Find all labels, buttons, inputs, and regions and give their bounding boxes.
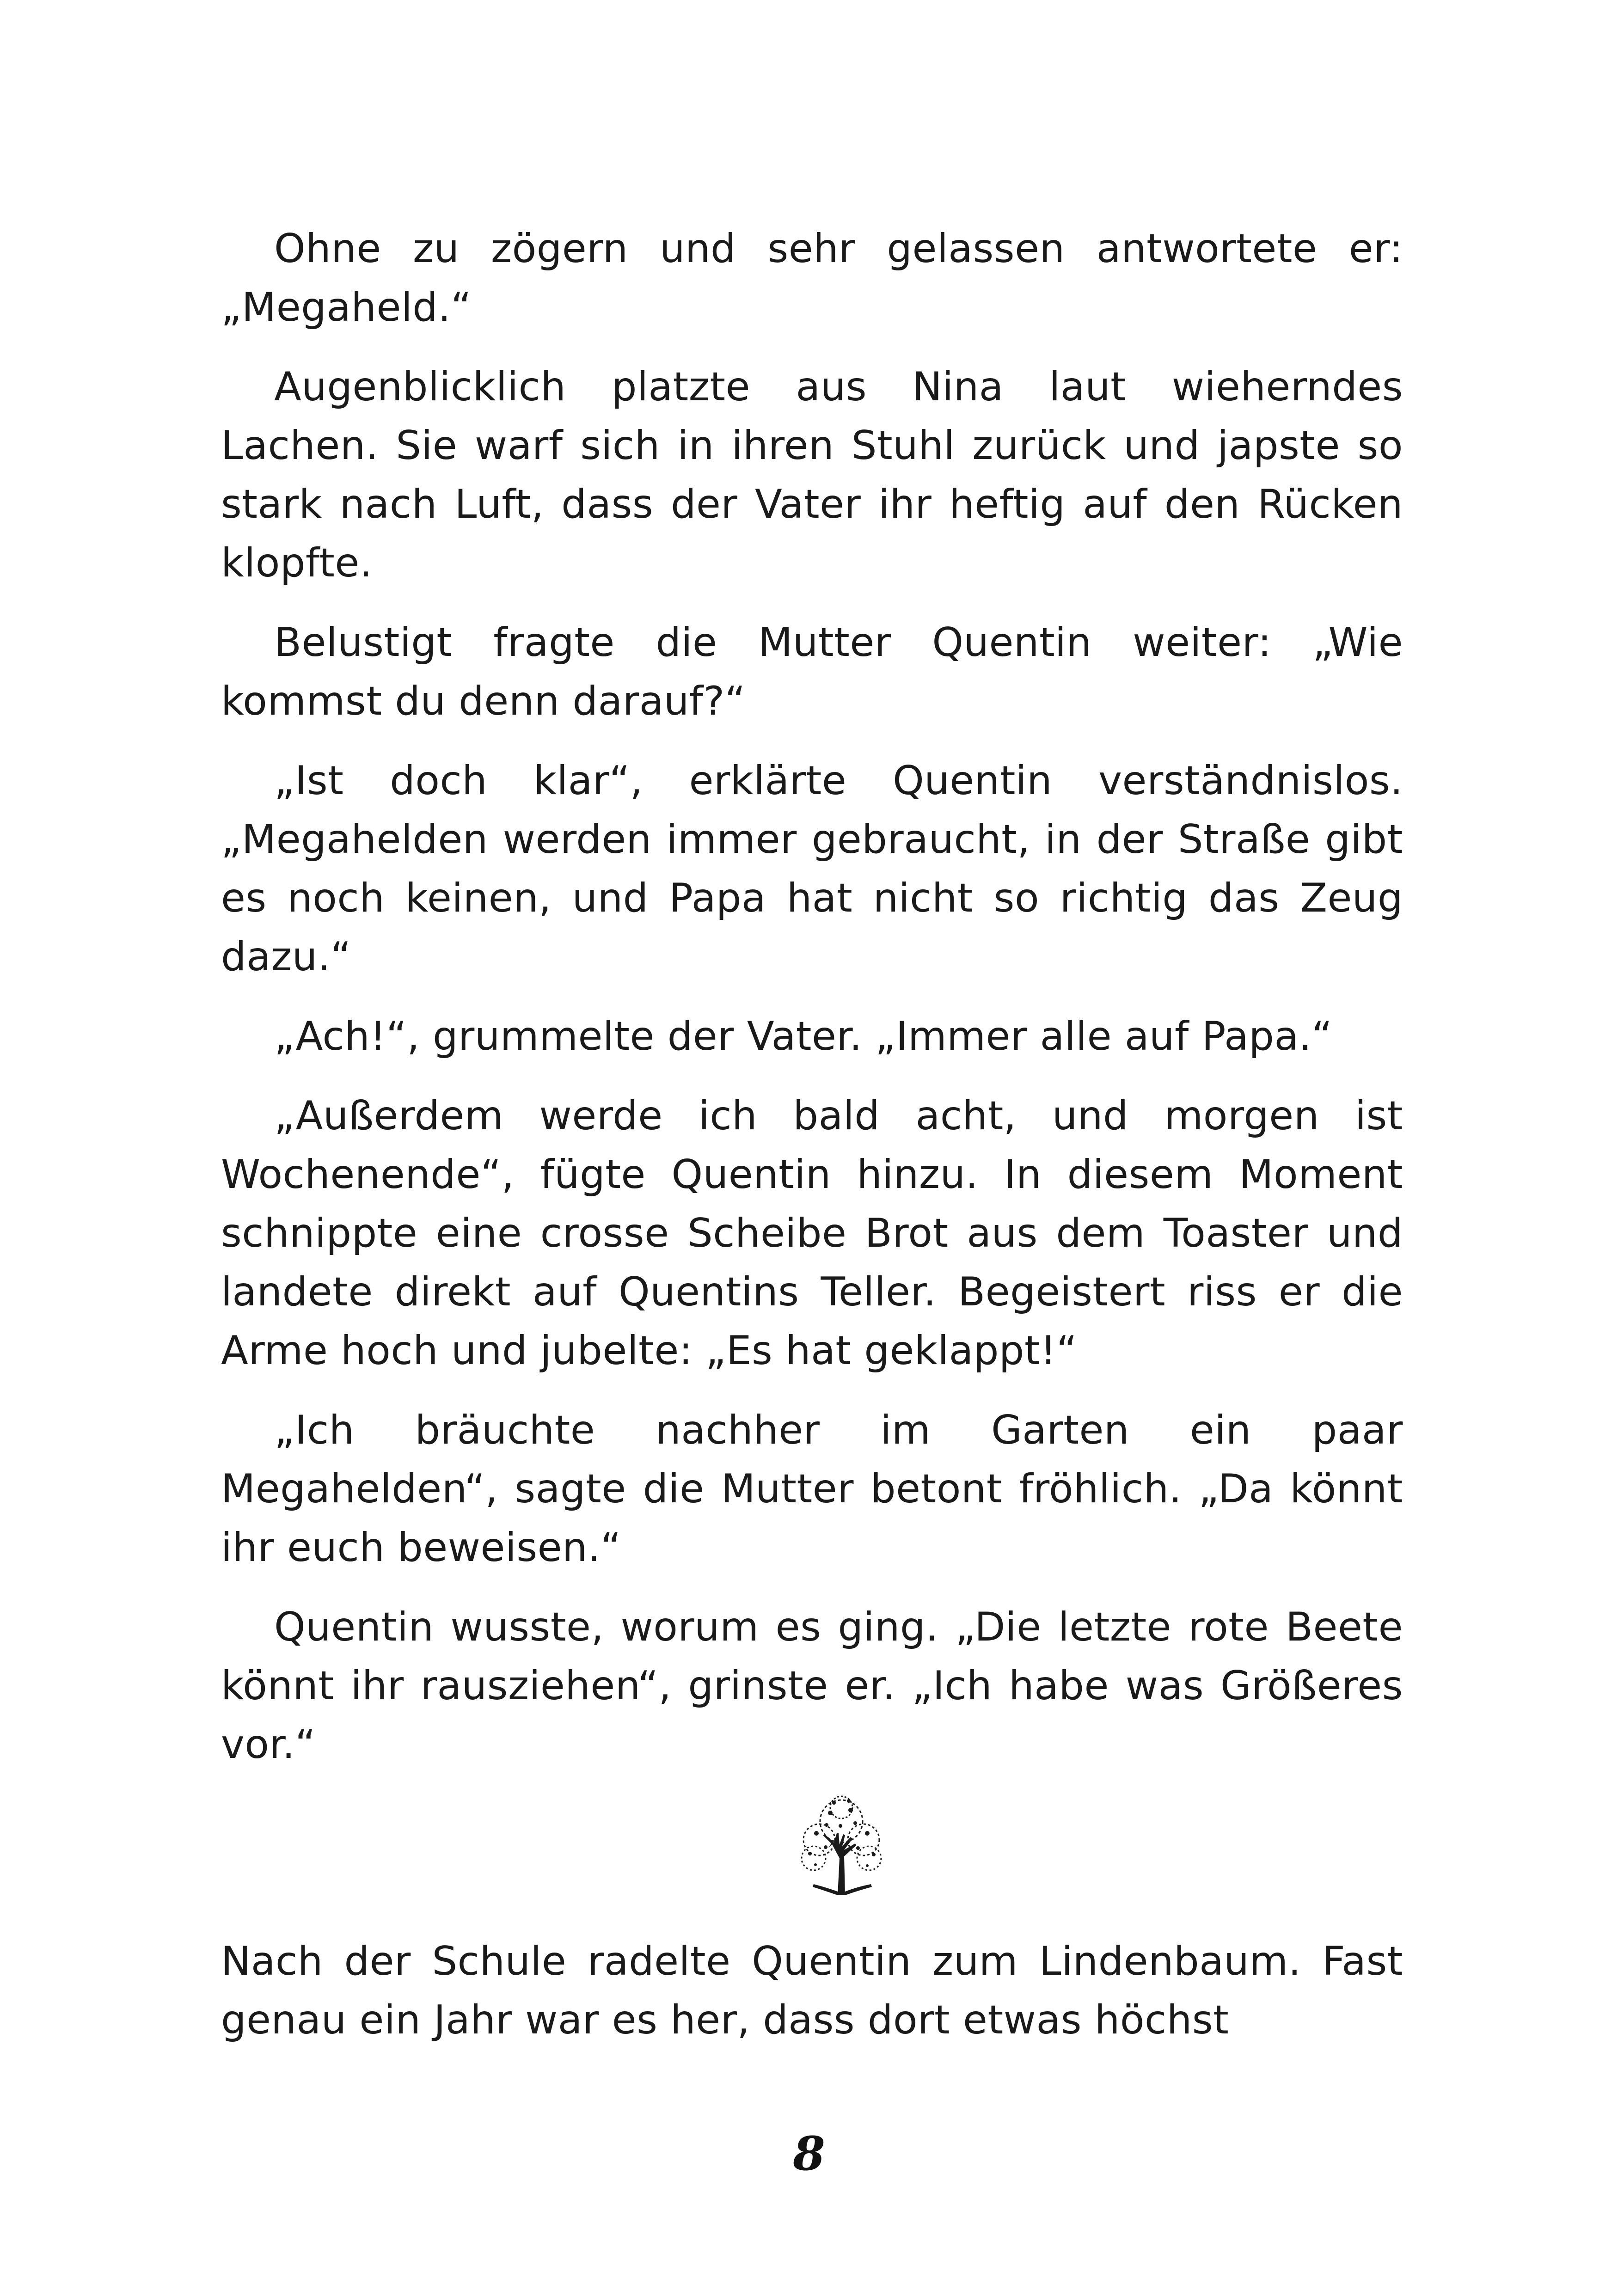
paragraph: „Ich bräuchte nachher im Garten ein paar Megahelden“, sagte die Mutter betont fröhlich. „Da könnt ihr euch beweisen.“: [221, 1407, 1403, 1571]
paragraph: Quentin wusste, worum es ging. „Die letzte rote Beete könnt ihr rausziehen“, grinste er. „Ich habe was Größeres vor.“: [221, 1604, 1403, 1768]
page-number: 8: [793, 2126, 825, 2181]
paragraph: Augenblicklich platzte aus Nina laut wieherndes Lachen. Sie warf sich in ihren Stuhl zurück und japste so stark nach Luft, dass der Vater ihr heftig auf den Rücken klopfte.: [221, 364, 1403, 586]
section-two-text: [221, 1932, 1403, 2050]
paragraph: Nach der Schule radelte Quentin zum Lindenbaum. Fast genau ein Jahr war es her, dass dort etwas höchst: [221, 1938, 1403, 2043]
paragraph: „Außerdem werde ich bald acht, und morgen ist Wochenende“, fügte Quentin hinzu. In diesem Moment schnippte eine crosse Scheibe Brot aus dem Toaster und landete direkt auf Quentins Teller. Begeistert riss er die Arme hoch und jubelte: „Es hat geklappt!“: [221, 1093, 1403, 1374]
paragraph: „Ist doch klar“, erklärte Quentin verständnislos. „Megahelden werden immer gebraucht, in der Straße gibt es noch keinen, und Papa hat nicht so richtig das Zeug dazu.“: [221, 758, 1403, 980]
tree-icon: [786, 1789, 897, 1900]
paragraph: „Ach!“, grummelte der Vater. „Immer alle auf Papa.“: [274, 1013, 1333, 1059]
paragraph: Ohne zu zögern und sehr gelassen antwortete er: „Megaheld.“: [221, 226, 1403, 331]
paragraph: Belustigt fragte die Mutter Quentin weiter: „Wie kommst du denn darauf?“: [221, 619, 1403, 724]
section-one-text: [221, 220, 1403, 1774]
